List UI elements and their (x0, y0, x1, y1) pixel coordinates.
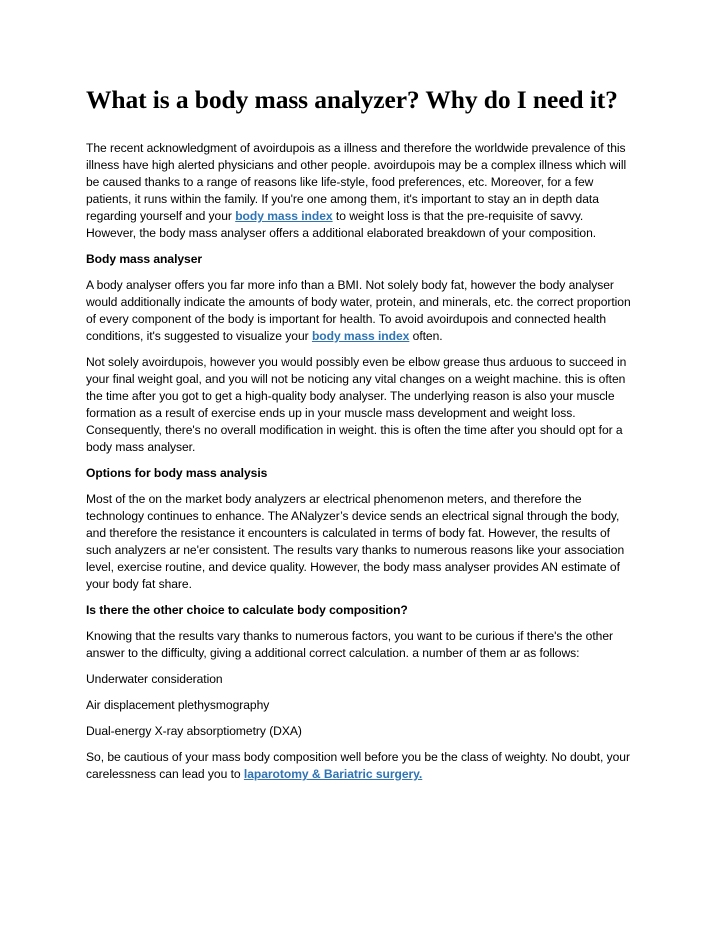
intro-paragraph (86, 140, 636, 242)
section1-paragraph-1 (86, 277, 636, 345)
list-item: Air displacement plethysmography (86, 698, 270, 712)
page-title: What is a body mass analyzer? Why do I need it? (86, 85, 618, 114)
section3-paragraph-1: Knowing that the results vary thanks to numerous factors, you want to be curious if there's the other answer to the difficulty, giving a additional correct calculation. a number of them ar as follows: (86, 629, 613, 660)
list-item: Underwater consideration (86, 672, 223, 686)
body-mass-index-link-2[interactable]: body mass index (311, 329, 410, 343)
section2-paragraph-1: Most of the on the market body analyzers ar electrical phenomenon meters, and therefore the technology continues to enhance. The ANalyzer’s device sends an electrical signal through the body, and therefore the resistance it encounters is calculated in terms of body fat. However, the results of such analyzers ar ne'er consistent. The results vary thanks to numerous reasons like your association level, exercise routine, and device quality. However, the body mass analyser provides AN estimate of your body fat share. (86, 492, 625, 591)
section1-text-after: often. (409, 329, 443, 343)
section-heading-other-choice: Is there the other choice to calculate body composition? (86, 603, 408, 617)
intro-text-after: to weight loss is that the pre-requisite of savvy. However, the body mass analyser offers a additional elaborated breakdown of your composition. (86, 209, 597, 240)
section1-text-before: A body analyser offers you far more info than a BMI. Not solely body fat, however the body analyser would additionally indicate the amounts of body water, protein, and minerals, etc. the correct proportion of every component of the body is important for health. To avoid avoirdupois and connected health conditions, it's suggested to visualize your (86, 278, 631, 343)
bariatric-surgery-link[interactable]: laparotomy & Bariatric surgery. (243, 767, 423, 781)
intro-text-before: The recent acknowledgment of avoirdupois as a illness and therefore the worldwide prevalence of this illness have high alerted physicians and other people. avoirdupois may be a complex illness which will be caused thanks to a range of reasons like life-style, food preferences, etc. Moreover, for a few patients, it runs within the family. If you're one among them, it's important to stay an in depth data regarding yourself and your (86, 141, 627, 223)
section-heading-options: Options for body mass analysis (86, 466, 268, 480)
body-mass-index-link[interactable]: body mass index (235, 209, 333, 223)
closing-text-before: So, be cautious of your mass body composition well before you be the class of weighty. No doubt, your carelessness can lead you to (86, 750, 630, 781)
section-heading-body-mass-analyser: Body mass analyser (86, 252, 203, 266)
closing-paragraph (86, 749, 636, 783)
section1-paragraph-2: Not solely avoirdupois, however you would possibly even be elbow grease thus arduous to succeed in your final weight goal, and you will not be noticing any vital changes on a weight machine. this is often the time after you got to get a high-quality body analyser. The underlying reason is also your muscle formation as a result of exercise ends up in your muscle mass development and weight loss. Consequently, there's no overall modification in weight. this is often the time after you should opt for a body mass analyser. (86, 355, 627, 454)
list-item: Dual-energy X-ray absorptiometry (DXA) (86, 724, 302, 738)
